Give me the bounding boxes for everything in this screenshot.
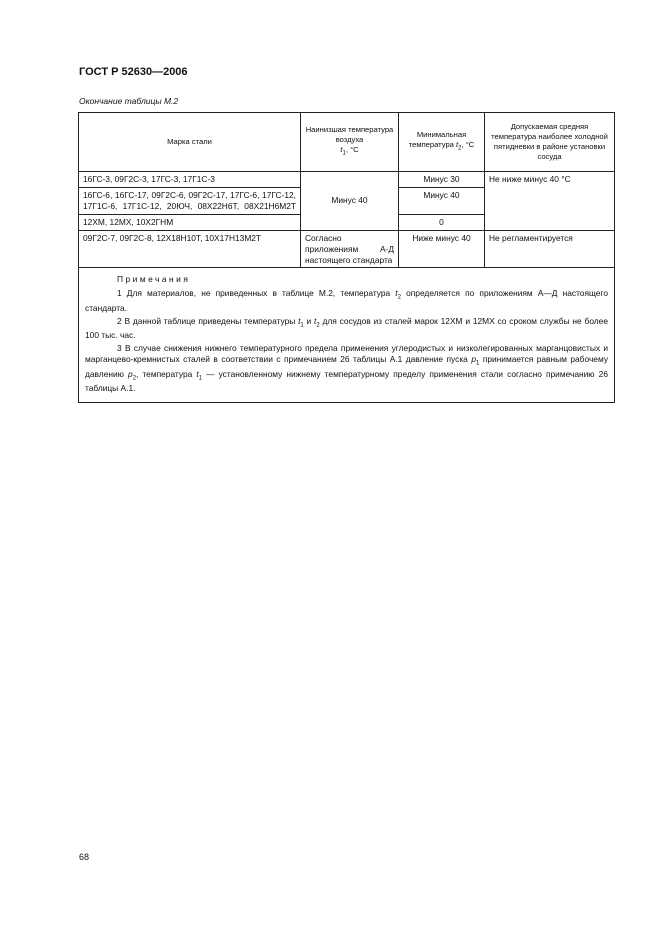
- note-2: 2 В данной таблице приведены температуры $t_1$ и $t_2$ для сосудов из сталей марок 12ХМ и 12МХ со сроком службы не более 100 тыс. час.: [85, 315, 608, 341]
- cell-avg: Не регламентируется: [485, 230, 615, 268]
- document-code: ГОСТ Р 52630—2006: [79, 66, 188, 78]
- notes-cell: [79, 268, 615, 402]
- cell-t2: Минус 30: [399, 172, 485, 188]
- cell-t2: 0: [399, 214, 485, 230]
- cell-t2: Ниже минус 40: [399, 230, 485, 268]
- header-avg-temp: Допускаемая средняя температура наиболее холодной пятидневки в районе установки сосуда: [485, 113, 615, 172]
- table-caption: Окончание таблицы М.2: [79, 96, 179, 106]
- cell-grade: 16ГС-6, 16ГС-17, 09Г2С-6, 09Г2С-17, 17ГС-6, 17ГС-12, 17Г1С-6, 17Г1С-12, 20ЮЧ, 08Х22Н6Т, 08Х21Н6М2Т: [79, 187, 301, 214]
- cell-t1: Согласно приложениям А-Д настоящего стандарта: [301, 230, 399, 268]
- table-row: [79, 172, 615, 188]
- cell-grade: 16ГС-3, 09Г2С-3, 17ГС-3, 17Г1С-3: [79, 172, 301, 188]
- table-header-row: [79, 113, 615, 172]
- header-grade: Марка стали: [79, 113, 301, 172]
- cell-grade: 12ХМ, 12МХ, 10Х2ГНМ: [79, 214, 301, 230]
- header-min-temp: Минимальная температура $t_2$, °С: [399, 113, 485, 172]
- cell-merged-avg: Не ниже минус 40 °С: [485, 172, 615, 231]
- note-3: 3 В случае снижения нижнего температурного предела применения углеродистых и низколегированных марганцовистых и марганцево-кремнистых сталей в соответствии с примечанием 26 таблицы А.1 давление пуска $р_1$ принимается равным рабочему давлению $р_2$, температура $t_1$ — установленному нижнему температурному пределу применения стали согласно примечанию 26 таблицы А.1.: [85, 343, 609, 394]
- cell-merged-t1: Минус 40: [301, 172, 399, 231]
- table-row: [79, 230, 615, 268]
- notes-title: Примечания: [117, 274, 191, 285]
- cell-t2: Минус 40: [399, 187, 485, 214]
- page-number: 68: [79, 852, 90, 862]
- note-1: 1 Для материалов, не приведенных в таблице М.2, температура $t_2$ определяется по приложениям А—Д настоящего стандарта.: [85, 288, 608, 313]
- notes-row: [79, 268, 615, 402]
- cell-grade: 09Г2С-7, 09Г2С-8, 12Х18Н10Т, 10Х17Н13М2Т: [79, 230, 301, 268]
- header-min-air-temp: Наинизшая температура воздуха $t_1$, °С: [301, 113, 399, 172]
- steel-temperature-table: [78, 112, 615, 403]
